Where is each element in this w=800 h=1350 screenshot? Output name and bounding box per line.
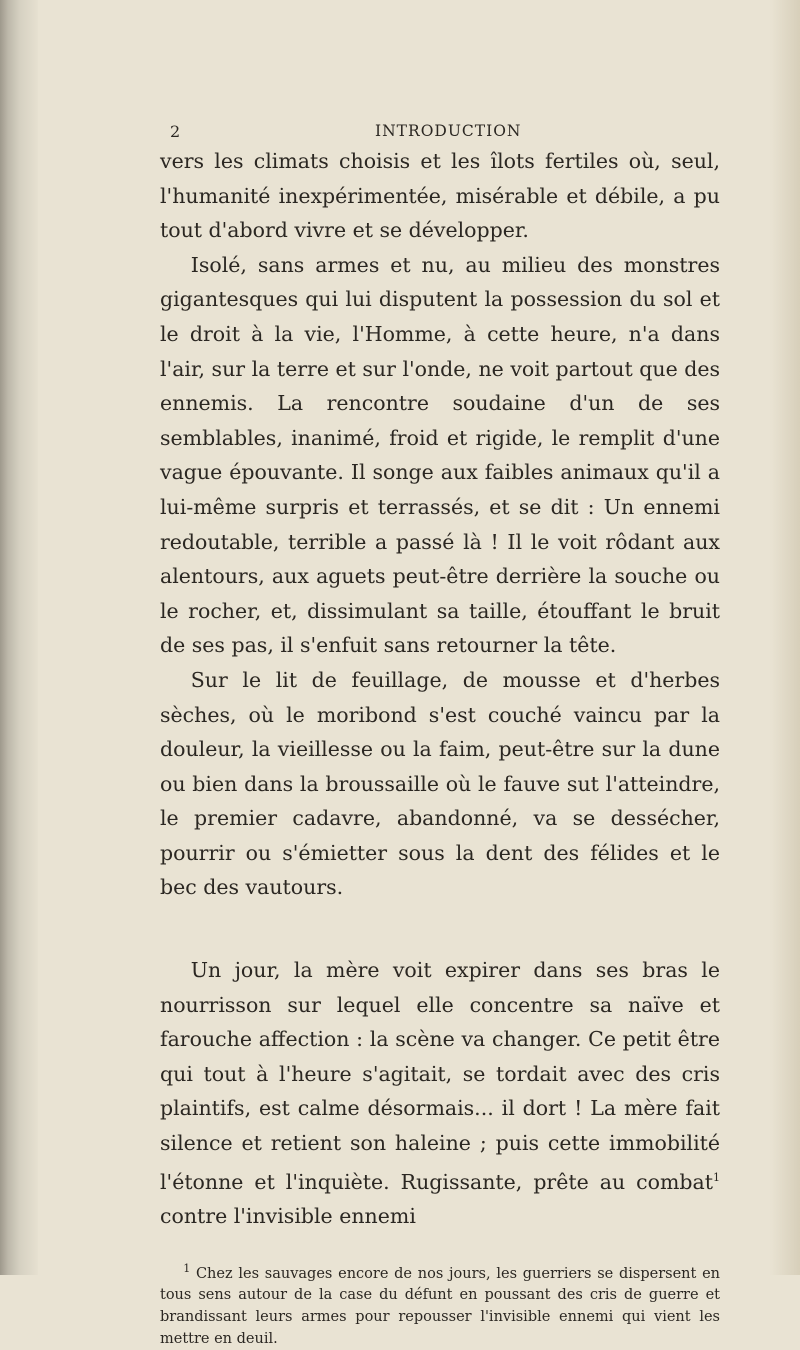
paragraph-4-tail: contre l'invisible ennemi [160, 1204, 416, 1229]
footnote-marker: 1 [183, 1261, 191, 1275]
footnote [160, 1258, 720, 1350]
page-edge [770, 0, 800, 1275]
running-title: INTRODUCTION [375, 122, 522, 140]
footnote-text: Chez les sauvages encore de nos jours, les guerriers se dispersent en tous sens autour de la case du défunt en poussant des cris de guerre et brandissant leurs armes pour repousser l'invisible ennemi qui vient les mettre en deuil. [160, 1265, 720, 1348]
body-text [160, 144, 720, 1234]
paragraph-3: Sur le lit de feuillage, de mousse et d'herbes sèches, où le moribond s'est couché vaincu par la douleur, la vieillesse ou la faim, peut-être sur la dune ou bien dans la broussaille où le fauve sut l'atteindre, le premier cadavre, abandonné, va se dessécher, pourrir ou s'émietter sous la dent des félides et le bec des vautours. [160, 667, 720, 900]
book-binding-shadow [0, 0, 38, 1275]
paragraph-4-text: Un jour, la mère voit expirer dans ses bras le nourrisson sur lequel elle concentre sa naïve et farouche affection : la scène va changer. Ce petit être qui tout à l'heure s'agitait, se tordait avec des cris plaintifs, est calme désormais... il dort ! La mère fait silence et retient son haleine ; puis cette immobilité l'étonne et l'inquiète. Rugissante, prête au combat [160, 958, 720, 1194]
footnote-reference[interactable]: 1 [713, 1170, 720, 1184]
book-page [160, 110, 720, 1350]
paragraph-2: Isolé, sans armes et nu, au milieu des monstres gigantesques qui lui disputent la possession du sol et le droit à la vie, l'Homme, à cette heure, n'a dans l'air, sur la terre et sur l'onde, ne voit partout que des ennemis. La rencontre soudaine d'un de ses semblables, inanimé, froid et rigide, le remplit d'une vague épouvante. Il songe aux faibles animaux qu'il a lui-même surpris et terrassés, et se dit : Un ennemi redoutable, terrible a passé là ! Il le voit rôdant aux alentours, aux aguets peut-être derrière la souche ou le rocher, et, dissimulant sa taille, étouffant le bruit de ses pas, il s'enfuit sans retourner la tête. [160, 252, 720, 658]
paragraph-1: vers les climats choisis et les îlots fertiles où, seul, l'humanité inexpérimentée, misérable et débile, a pu tout d'abord vivre et se développer. [160, 149, 720, 243]
paragraph-4 [160, 953, 720, 1234]
page-number: 2 [170, 122, 181, 141]
page-header [160, 110, 720, 144]
